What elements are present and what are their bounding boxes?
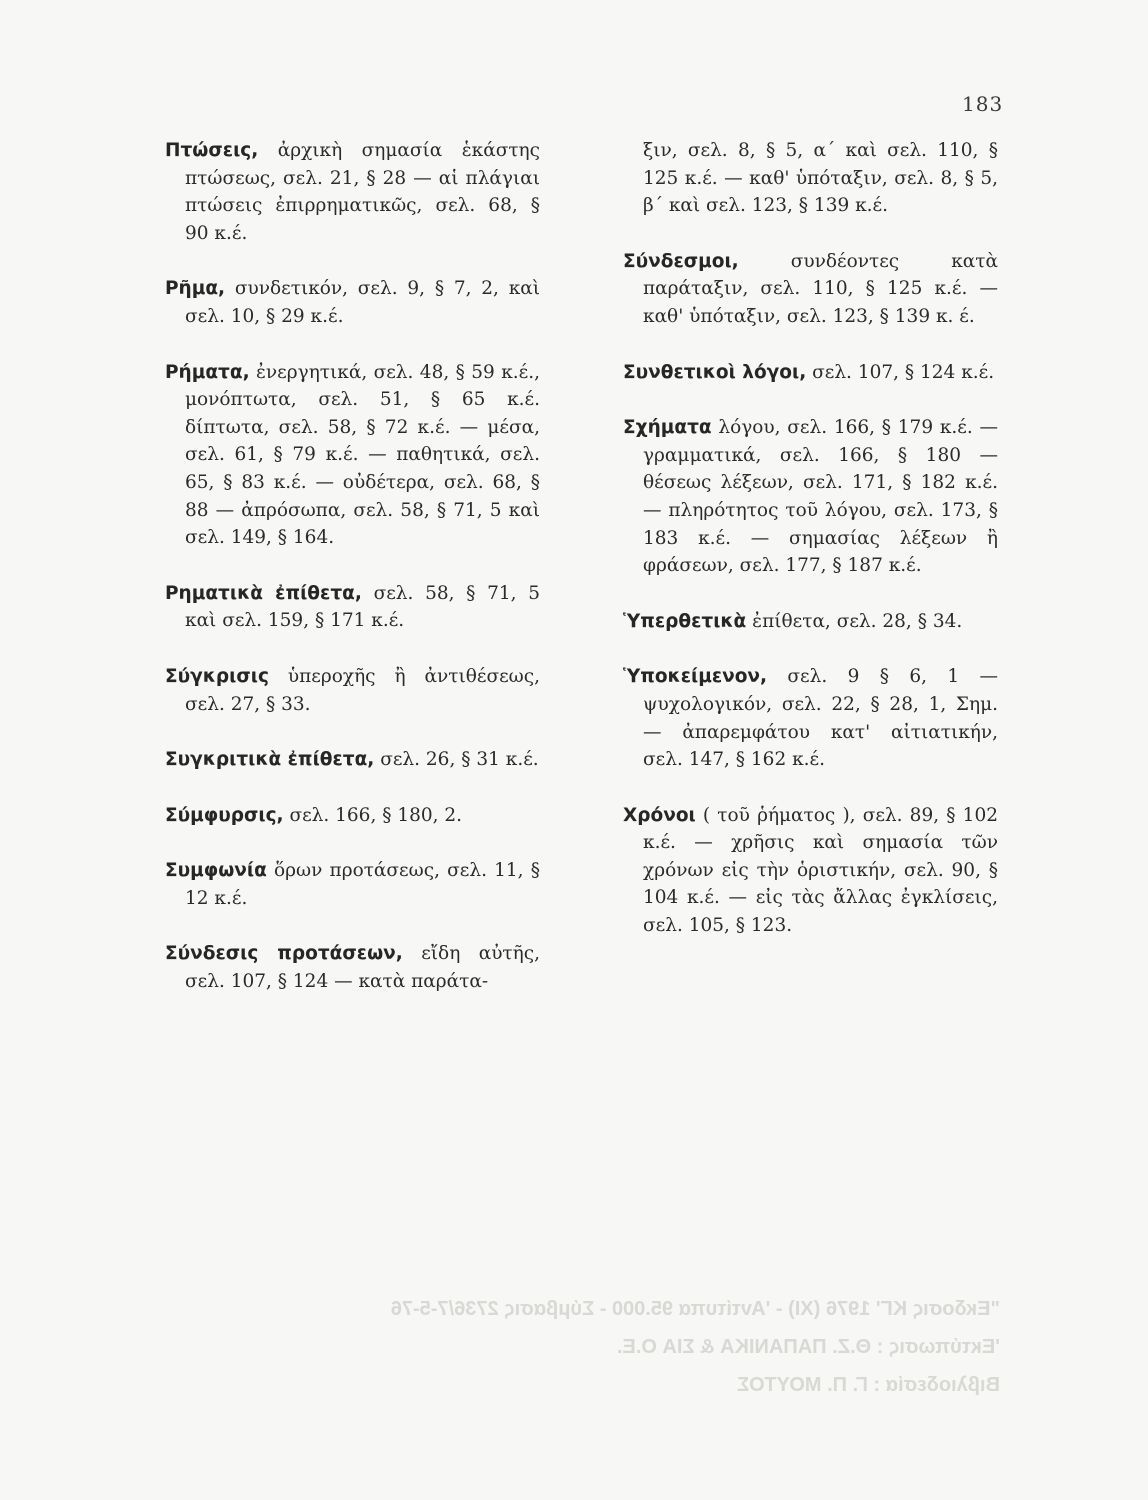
page-number: 183 <box>962 92 1004 116</box>
bleed-through-line: 'Εκτύπωσις : Θ.Ζ. ΠΑΠΑΝΙΚΑ & ΣΙΑ Ο.Ε. <box>616 1336 1000 1358</box>
index-entry <box>165 275 540 330</box>
bleed-through-line: "Εκδοσις ΚΓ' 1976 (ΧΙ) - 'Αντίτυπα 95.000 - Σύμβασις 2736/7-5-76 <box>390 1298 1000 1320</box>
index-entry <box>165 857 540 912</box>
entry-headword: Ρηματικὰ ἐπίθετα, <box>165 582 362 604</box>
entry-text: ὑπεροχῆς ἢ ἀντιθέσεως, σελ. 27, § 33. <box>185 665 540 715</box>
entry-headword: Ὑπερθετικὰ <box>623 610 747 632</box>
entry-headword: Σύγκρισις <box>165 665 269 687</box>
entry-headword: Σύμφυρσις, <box>165 804 284 826</box>
entry-headword: Πτώσεις, <box>165 140 259 161</box>
index-entry <box>623 359 998 387</box>
index-entry <box>623 802 998 940</box>
index-entry <box>623 608 998 636</box>
entry-text: σελ. 26, § 31 κ.έ. <box>374 749 539 771</box>
index-entry <box>165 663 540 718</box>
index-entry <box>165 746 540 774</box>
index-entry <box>165 940 540 995</box>
index-entry-continuation: ξιν, σελ. 8, § 5, α΄ καὶ σελ. 110, § 125 κ.έ. — καθ' ὑπόταξιν, σελ. 8, § 5, β΄ καὶ σελ. 123, § 139 κ.έ. <box>643 140 998 217</box>
entry-text: λόγου, σελ. 166, § 179 κ.έ. — γραμματικά, σελ. 166, § 180 — θέσεως λέξεων, σελ. 171, § 182 κ.έ. — πληρότητος τοῦ λόγου, σελ. 173, § 183 κ.έ. — σημασίας λέξεων ἢ φράσεων, σελ. 177, § 187 κ.έ. <box>643 417 998 577</box>
entry-text: ( τοῦ ῥήματος ), σελ. 89, § 102 κ.έ. — χρῆσις καὶ σημασία τῶν χρόνων εἰς τὴν ὁριστικήν, σελ. 90, § 104 κ.έ. — εἰς τὰς ἄλλας ἐγκλίσεις, σελ. 105, § 123. <box>643 804 998 937</box>
entry-text: ἐπίθετα, σελ. 28, § 34. <box>746 610 963 632</box>
entry-text: εἴδη αὐτῆς, σελ. 107, § 124 — κατὰ παράτα- <box>185 943 540 993</box>
index-entry <box>165 802 540 830</box>
entry-text: σελ. 9 § 6, 1 — ψυχολογικόν, σελ. 22, § 28, 1, Σημ. — ἀπαρεμφάτου κατ' αἰτιατικήν, σελ. 147, § 162 κ.έ. <box>643 666 998 771</box>
entry-headword: Σχήματα <box>623 417 712 439</box>
index-entry <box>623 414 998 580</box>
right-column <box>623 137 998 968</box>
entry-text: σελ. 107, § 124 κ.έ. <box>806 361 995 383</box>
index-entry <box>623 663 998 773</box>
entry-headword: Ὑποκείμενον, <box>623 666 768 688</box>
entry-headword: Συμφωνία <box>165 860 267 882</box>
entry-text: συνδετικόν, σελ. 9, § 7, 2, καὶ σελ. 10, § 29 κ.έ. <box>185 278 540 327</box>
index-entry <box>165 580 540 635</box>
entry-headword: Σύνδεσμοι, <box>623 250 739 272</box>
entry-headword: Χρόνοι <box>623 804 696 826</box>
bleed-through-colophon <box>150 1290 1000 1404</box>
entry-headword: Συνθετικοὶ λόγοι, <box>623 361 807 383</box>
entry-headword: Ρῆμα, <box>165 278 226 300</box>
index-entry <box>165 137 540 247</box>
entry-headword: Συγκριτικὰ ἐπίθετα, <box>165 749 375 771</box>
entry-text: σελ. 58, § 71, 5 καὶ σελ. 159, § 171 κ.έ. <box>185 582 540 632</box>
left-column <box>165 137 540 1024</box>
entry-text: ὅρων προτάσεως, σελ. 11, § 12 κ.έ. <box>185 860 540 909</box>
entry-headword: Σύνδεσις προτάσεων, <box>165 943 403 965</box>
index-entry <box>165 359 540 552</box>
entry-text: ἀρχικὴ σημασία ἑκάστης πτώσεως, σελ. 21, § 28 — αἱ πλάγιαι πτώσεις ἐπιρρηματικῶς, σελ. 68, § 90 κ.έ. <box>185 140 540 244</box>
entry-text: σελ. 166, § 180, 2. <box>283 804 463 826</box>
bleed-through-line: Βιβλιοδεσία : Γ. Π. ΜΟΥΤΟΣ <box>737 1374 1000 1396</box>
index-entry <box>623 248 998 331</box>
entry-text: ἐνεργητικά, σελ. 48, § 59 κ.έ., μονόπτωτα, σελ. 51, § 65 κ.έ. δίπτωτα, σελ. 58, § 72 κ.έ. — μέσα, σελ. 61, § 79 κ.έ. — παθητικά, σελ. 65, § 83 κ.έ. — οὐδέτερα, σελ. 68, § 88 — ἀπρόσωπα, σελ. 58, § 71, 5 καὶ σελ. 149, § 164. <box>185 361 540 549</box>
entry-headword: Ρήματα, <box>165 361 250 383</box>
entry-text: συνδέοντες κατὰ παράταξιν, σελ. 110, § 125 κ.έ. — καθ' ὑπόταξιν, σελ. 123, § 139 κ. έ. <box>643 250 998 327</box>
